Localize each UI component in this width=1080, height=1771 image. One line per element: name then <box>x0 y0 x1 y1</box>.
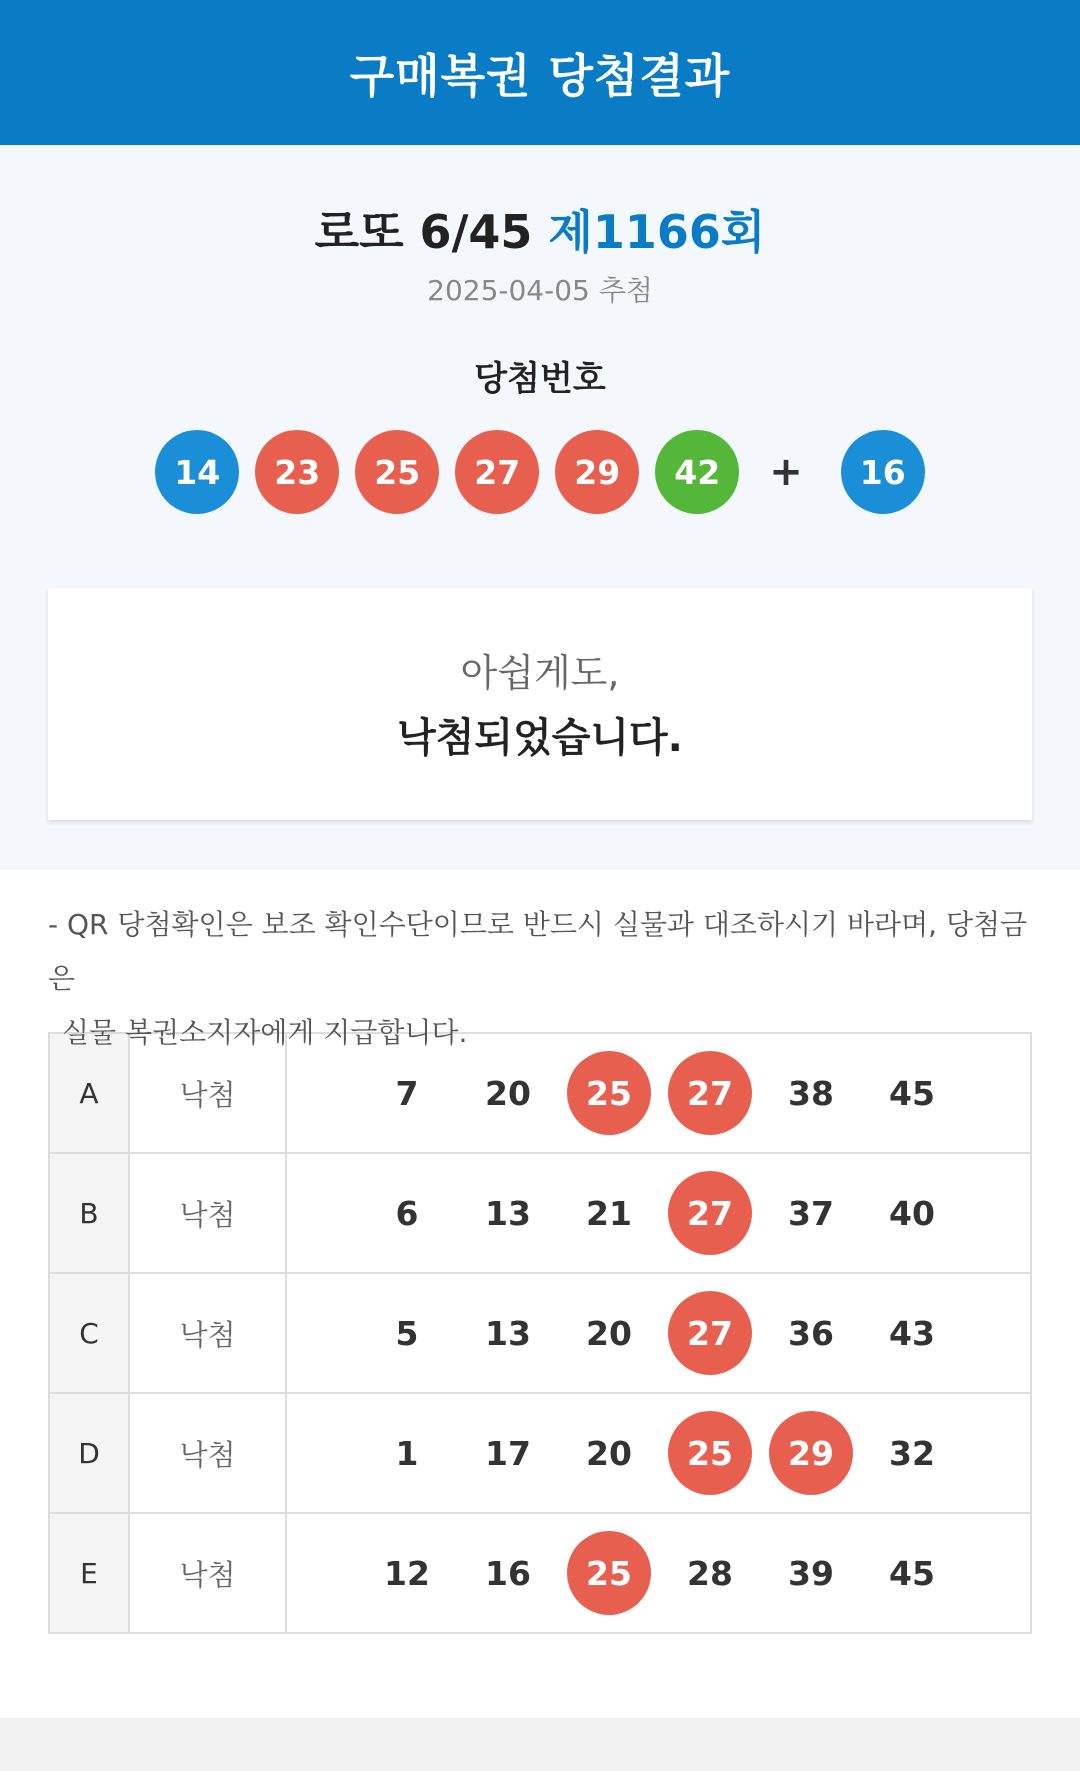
game-numbers <box>286 1153 1031 1273</box>
game-number: 36 <box>788 1313 834 1353</box>
matched-number: 27 <box>668 1291 752 1375</box>
game-row <box>49 1273 1031 1393</box>
game-status: 낙첨 <box>129 1153 286 1273</box>
winning-ball: 14 <box>155 430 239 514</box>
game-row <box>49 1513 1031 1633</box>
game-name: 로또 6/45 <box>314 205 533 259</box>
winning-ball: 23 <box>255 430 339 514</box>
result-message-sub: 아쉽게도, <box>460 651 620 695</box>
matched-number: 25 <box>668 1411 752 1495</box>
game-label: D <box>49 1393 129 1513</box>
game-number: 32 <box>889 1433 935 1473</box>
game-row <box>49 1153 1031 1273</box>
matched-number: 27 <box>668 1171 752 1255</box>
game-number: 40 <box>889 1193 935 1233</box>
notice-line-2: 실물 복권소지자에게 지급합니다. <box>62 1016 468 1049</box>
game-number: 21 <box>586 1193 632 1233</box>
bonus-ball: 16 <box>841 430 925 514</box>
matched-number: 25 <box>567 1531 651 1615</box>
game-number: 45 <box>889 1073 935 1113</box>
game-label: A <box>49 1033 129 1153</box>
draw-summary <box>0 145 1080 870</box>
game-numbers <box>286 1393 1031 1513</box>
draw-round: 제1166회 <box>548 205 766 259</box>
game-label: E <box>49 1513 129 1633</box>
game-number: 13 <box>485 1193 531 1233</box>
game-number: 17 <box>485 1433 531 1473</box>
game-status: 낙첨 <box>129 1513 286 1633</box>
game-number: 45 <box>889 1553 935 1593</box>
game-number: 13 <box>485 1313 531 1353</box>
game-number: 16 <box>485 1553 531 1593</box>
game-number: 39 <box>788 1553 834 1593</box>
purchased-games-table <box>48 1032 1032 1634</box>
game-number: 43 <box>889 1313 935 1353</box>
notice-line-1: - QR 당첨확인은 보조 확인수단이므로 반드시 실물과 대조하시기 바라며, 당첨금은 <box>48 908 1028 995</box>
game-label: C <box>49 1273 129 1393</box>
winning-ball: 27 <box>455 430 539 514</box>
game-numbers <box>286 1033 1031 1153</box>
game-row <box>49 1393 1031 1513</box>
result-card <box>48 588 1032 820</box>
game-number: 37 <box>788 1193 834 1233</box>
draw-date: 2025-04-05 추첨 <box>427 274 653 307</box>
game-number: 7 <box>395 1073 419 1113</box>
game-label: B <box>49 1153 129 1273</box>
winning-numbers-label: 당첨번호 <box>474 359 606 399</box>
game-number: 20 <box>485 1073 531 1113</box>
game-number: 20 <box>586 1313 632 1353</box>
matched-number: 29 <box>769 1411 853 1495</box>
winning-ball: 25 <box>355 430 439 514</box>
page-header <box>0 0 1080 145</box>
footer-bar <box>0 1718 1080 1771</box>
winning-ball: 42 <box>655 430 739 514</box>
game-number: 1 <box>395 1433 419 1473</box>
game-number: 5 <box>395 1313 419 1353</box>
draw-title <box>0 203 1080 261</box>
game-numbers <box>286 1273 1031 1393</box>
result-message: 낙첨되었습니다. <box>397 715 683 761</box>
page-title: 구매복권 당첨결과 <box>349 48 731 103</box>
notice-text <box>0 870 1080 1049</box>
game-status: 낙첨 <box>129 1033 286 1153</box>
game-status: 낙첨 <box>129 1273 286 1393</box>
plus-sign: + <box>769 449 803 495</box>
game-number: 6 <box>395 1193 419 1233</box>
matched-number: 25 <box>567 1051 651 1135</box>
game-number: 20 <box>586 1433 632 1473</box>
winning-ball: 29 <box>555 430 639 514</box>
game-status: 낙첨 <box>129 1393 286 1513</box>
winning-numbers <box>0 429 1080 515</box>
game-number: 12 <box>384 1553 430 1593</box>
matched-number: 27 <box>668 1051 752 1135</box>
game-number: 38 <box>788 1073 834 1113</box>
game-number: 28 <box>687 1553 733 1593</box>
game-numbers <box>286 1513 1031 1633</box>
